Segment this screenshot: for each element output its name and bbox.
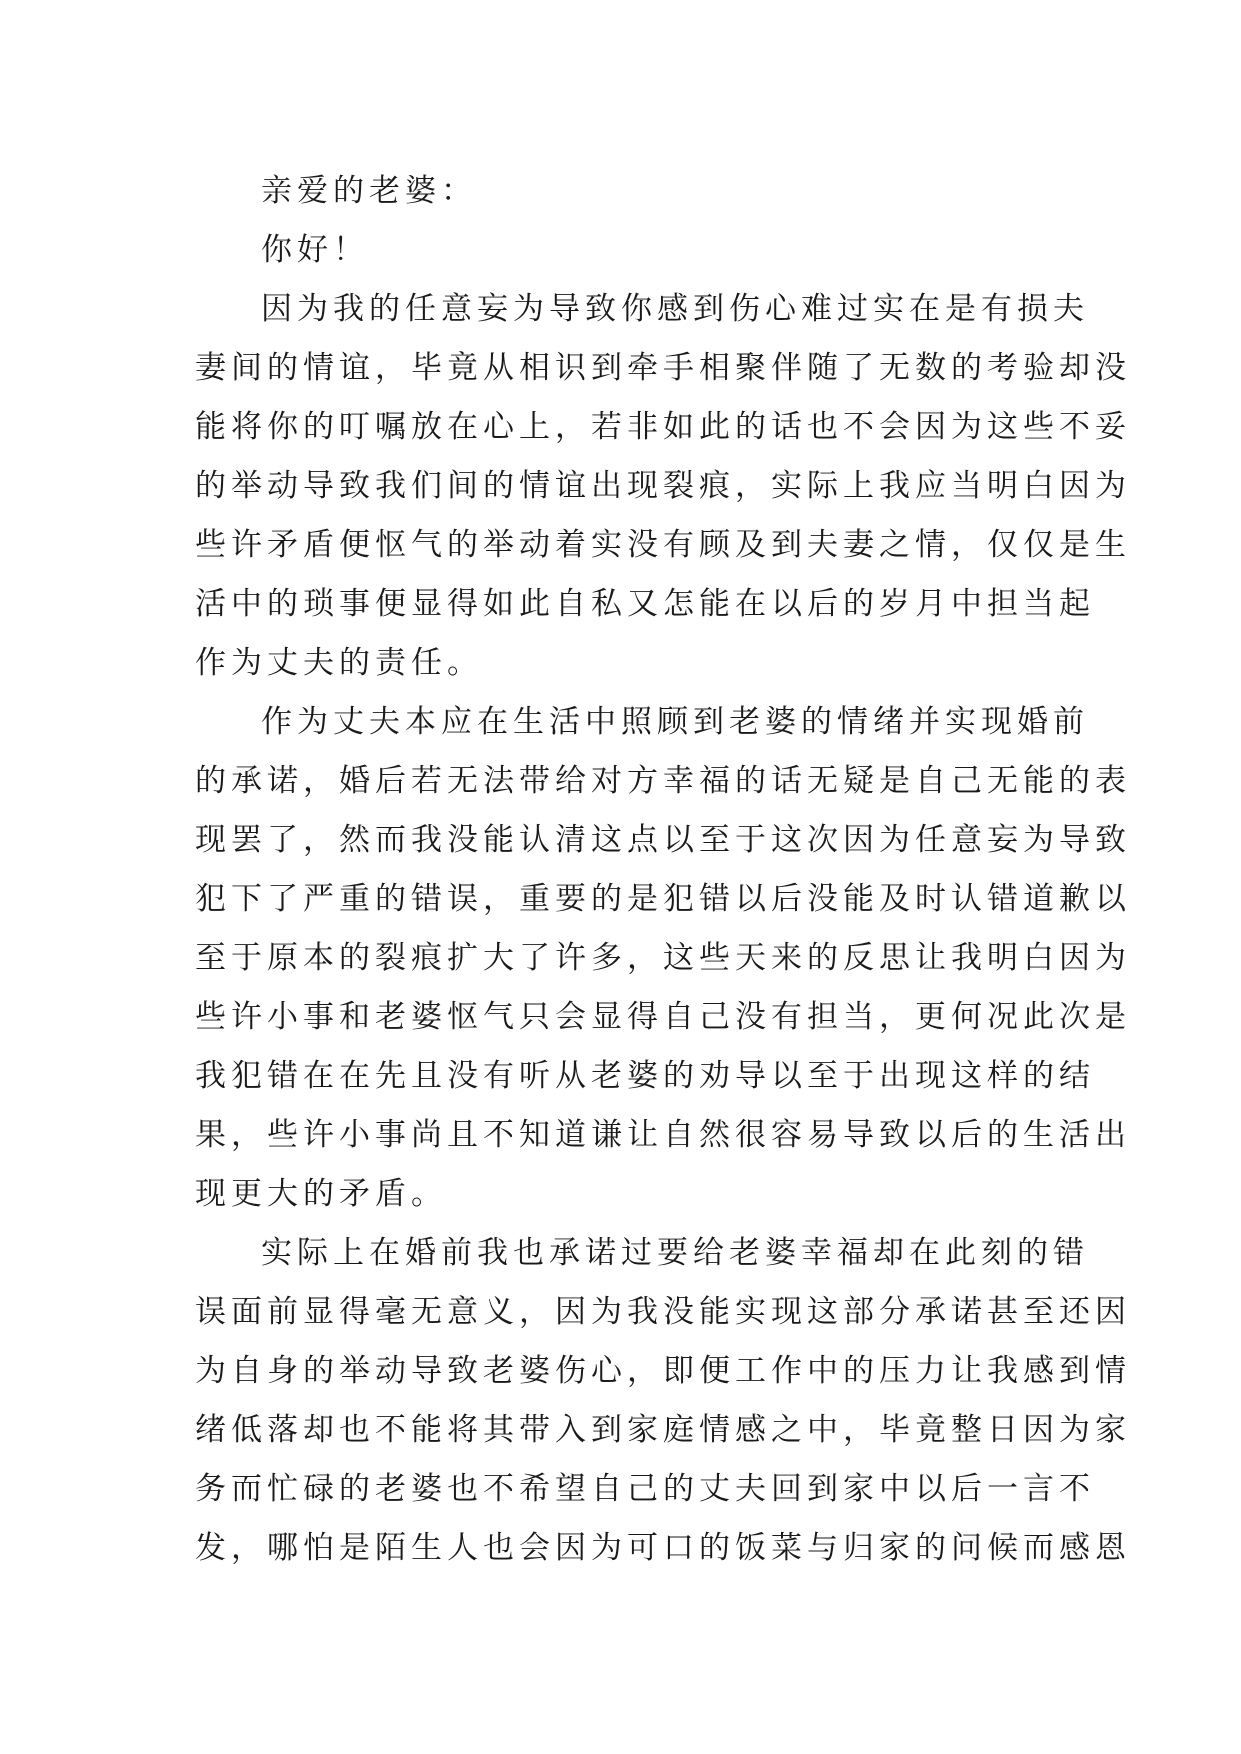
greeting: 你好！ xyxy=(261,232,369,268)
paragraph-1-line-2: 妻间的情谊，毕竟从相识到牵手相聚伴随了无数的考验却没 xyxy=(195,350,1131,386)
letter-body xyxy=(195,162,1131,1578)
paragraph-1-line-6: 活中的琐事便显得如此自私又怎能在以后的岁月中担当起 xyxy=(195,586,1095,622)
salutation: 亲爱的老婆： xyxy=(261,173,477,209)
paragraph-2-line-9: 现更大的矛盾。 xyxy=(195,1176,447,1212)
paragraph-1-line-4: 的举动导致我们间的情谊出现裂痕，实际上我应当明白因为 xyxy=(195,468,1131,504)
paragraph-3-line-6: 发，哪怕是陌生人也会因为可口的饭菜与归家的问候而感恩 xyxy=(195,1530,1131,1566)
paragraph-3-line-2: 误面前显得毫无意义，因为我没能实现这部分承诺甚至还因 xyxy=(195,1294,1131,1330)
paragraph-3-line-1: 实际上在婚前我也承诺过要给老婆幸福却在此刻的错 xyxy=(261,1235,1089,1271)
paragraph-2-line-3: 现罢了，然而我没能认清这点以至于这次因为任意妄为导致 xyxy=(195,822,1131,858)
paragraph-1-line-5: 些许矛盾便怄气的举动着实没有顾及到夫妻之情，仅仅是生 xyxy=(195,527,1131,563)
paragraph-3-line-4: 绪低落却也不能将其带入到家庭情感之中，毕竟整日因为家 xyxy=(195,1412,1131,1448)
paragraph-3-line-5: 务而忙碌的老婆也不希望自己的丈夫回到家中以后一言不 xyxy=(195,1471,1095,1507)
paragraph-2-line-7: 我犯错在在先且没有听从老婆的劝导以至于出现这样的结 xyxy=(195,1058,1095,1094)
paragraph-1-line-7: 作为丈夫的责任。 xyxy=(195,645,483,681)
paragraph-2-line-1: 作为丈夫本应在生活中照顾到老婆的情绪并实现婚前 xyxy=(261,704,1089,740)
paragraph-2-line-8: 果，些许小事尚且不知道谦让自然很容易导致以后的生活出 xyxy=(195,1117,1131,1153)
paragraph-1-line-1: 因为我的任意妄为导致你感到伤心难过实在是有损夫 xyxy=(261,291,1089,327)
paragraph-2-line-4: 犯下了严重的错误，重要的是犯错以后没能及时认错道歉以 xyxy=(195,881,1131,917)
paragraph-2-line-6: 些许小事和老婆怄气只会显得自己没有担当，更何况此次是 xyxy=(195,999,1131,1035)
paragraph-2-line-5: 至于原本的裂痕扩大了许多，这些天来的反思让我明白因为 xyxy=(195,940,1131,976)
paragraph-3-line-3: 为自身的举动导致老婆伤心，即便工作中的压力让我感到情 xyxy=(195,1353,1131,1389)
paragraph-2-line-2: 的承诺，婚后若无法带给对方幸福的话无疑是自己无能的表 xyxy=(195,763,1131,799)
paragraph-1-line-3: 能将你的叮嘱放在心上，若非如此的话也不会因为这些不妥 xyxy=(195,409,1131,445)
